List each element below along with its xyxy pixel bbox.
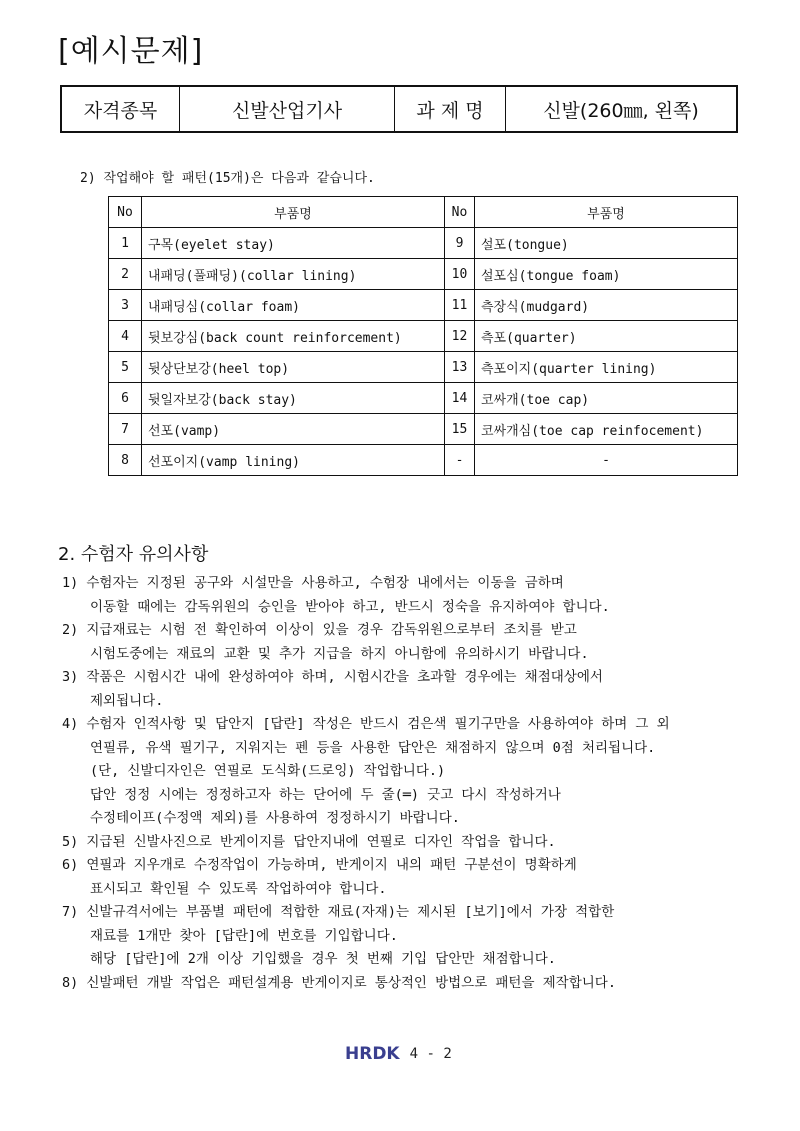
note-line: 수정테이프(수정액 제외)를 사용하여 정정하시기 바랍니다.: [90, 810, 460, 826]
page-title: [예시문제]: [58, 34, 204, 69]
note-line: 표시되고 확인될 수 있도록 작업하여야 합니다.: [90, 880, 387, 897]
note-line: (단, 신발디자인은 연필로 도식화(드로잉) 작업합니다.): [90, 763, 446, 779]
intro-text: 2) 작업해야 할 패턴(15개)은 다음과 같습니다.: [80, 171, 375, 186]
part-name: 코싸개심(toe cap reinfocement): [475, 414, 738, 445]
parts-header-row: [109, 197, 738, 228]
part-name: 코싸개(toe cap): [475, 383, 738, 414]
parts-table: [108, 196, 738, 476]
part-name: 내패딩(풀패딩)(collar lining): [142, 259, 445, 290]
part-no: 5: [109, 352, 142, 383]
hrdk-logo: HRDK: [345, 1044, 400, 1064]
table-row: [109, 321, 738, 352]
note-line: 3) 작품은 시험시간 내에 완성하여야 하며, 시험시간을 초과할 경우에는 채점대상에서: [62, 669, 603, 685]
page-footer: [345, 1043, 452, 1065]
note-line: 해당 [답란]에 2개 이상 기입했을 경우 첫 번째 기입 답안만 채점합니다.: [90, 951, 556, 967]
part-no: 13: [445, 352, 475, 383]
qualification-value: 신발산업기사: [180, 86, 395, 132]
part-name: 뒷상단보강(heel top): [142, 352, 445, 383]
part-no: 7: [109, 414, 142, 445]
header-no: No: [109, 197, 142, 228]
header-no: No: [445, 197, 475, 228]
part-name: 내패딩심(collar foam): [142, 290, 445, 321]
table-row: [109, 290, 738, 321]
part-name: 설포(tongue): [475, 228, 738, 259]
note-line: 1) 수험자는 지정된 공구와 시설만을 사용하고, 수험장 내에서는 이동을 금하며: [62, 575, 564, 591]
part-no: 10: [445, 259, 475, 290]
note-line: 시험도중에는 재료의 교환 및 추가 지급을 하지 아니함에 유의하시기 바랍니다.: [90, 645, 589, 662]
part-no: 1: [109, 228, 142, 259]
part-no: 14: [445, 383, 475, 414]
header-part-name: 부품명: [475, 197, 738, 228]
note-line: 4) 수험자 인적사항 및 답안지 [답란] 작성은 반드시 검은색 필기구만을 사용하여야 하며 그 외: [62, 716, 670, 732]
part-name: 선포(vamp): [142, 414, 445, 445]
note-line: 5) 지급된 신발사진으로 반게이지를 답안지내에 연필로 디자인 작업을 합니다.: [62, 833, 556, 850]
part-no: 8: [109, 445, 142, 476]
part-name: 설포심(tongue foam): [475, 259, 738, 290]
table-row: [109, 445, 738, 476]
note-line: 7) 신발규격서에는 부품별 패턴에 적합한 재료(자재)는 제시된 [보기]에서 가장 적합한: [62, 904, 615, 920]
part-no: 9: [445, 228, 475, 259]
part-name: 뒷일자보강(back stay): [142, 383, 445, 414]
part-name: 선포이지(vamp lining): [142, 445, 445, 476]
task-value: 신발(260㎜, 왼쪽): [506, 86, 738, 132]
task-label: 과 제 명: [395, 86, 506, 132]
page-number: 4 - 2: [409, 1046, 452, 1062]
part-no: 2: [109, 259, 142, 290]
note-line: 연필류, 유색 필기구, 지워지는 펜 등을 사용한 답안은 채점하지 않으며 0점 처리됩니다.: [90, 739, 656, 756]
note-line: 재료를 1개만 찾아 [답란]에 번호를 기입합니다.: [90, 927, 398, 944]
part-name: 뒷보강심(back count reinforcement): [142, 321, 445, 352]
table-row: [109, 414, 738, 445]
note-line: 2) 지급재료는 시험 전 확인하여 이상이 있을 경우 감독위원으로부터 조치를 받고: [62, 622, 577, 638]
section-title: 2. 수험자 유의사항: [58, 544, 209, 565]
table-row: [109, 383, 738, 414]
table-row: [109, 228, 738, 259]
part-name: 측포(quarter): [475, 321, 738, 352]
part-no: 6: [109, 383, 142, 414]
note-line: 답안 정정 시에는 정정하고자 하는 단어에 두 줄(═) 긋고 다시 작성하거나: [90, 786, 561, 803]
part-no: 15: [445, 414, 475, 445]
part-name: -: [475, 445, 738, 476]
note-line: 제외됩니다.: [90, 692, 164, 709]
part-no: 3: [109, 290, 142, 321]
table-row: [109, 259, 738, 290]
part-no: 12: [445, 321, 475, 352]
notes-list: [62, 572, 782, 995]
part-name: 구목(eyelet stay): [142, 228, 445, 259]
note-line: 이동할 때에는 감독위원의 승인을 받아야 하고, 반드시 정숙을 유지하여야 합니다.: [90, 598, 610, 615]
part-name: 측포이지(quarter lining): [475, 352, 738, 383]
note-line: 8) 신발패턴 개발 작업은 패턴설계용 반게이지로 통상적인 방법으로 패턴을 제작합니다.: [62, 974, 616, 991]
qualification-label: 자격종목: [61, 86, 180, 132]
part-no: -: [445, 445, 475, 476]
part-no: 4: [109, 321, 142, 352]
info-table: [60, 85, 738, 133]
header-part-name: 부품명: [142, 197, 445, 228]
part-no: 11: [445, 290, 475, 321]
note-line: 6) 연필과 지우개로 수정작업이 가능하며, 반게이지 내의 패턴 구분선이 명확하게: [62, 857, 577, 873]
table-row: [109, 352, 738, 383]
part-name: 측장식(mudgard): [475, 290, 738, 321]
